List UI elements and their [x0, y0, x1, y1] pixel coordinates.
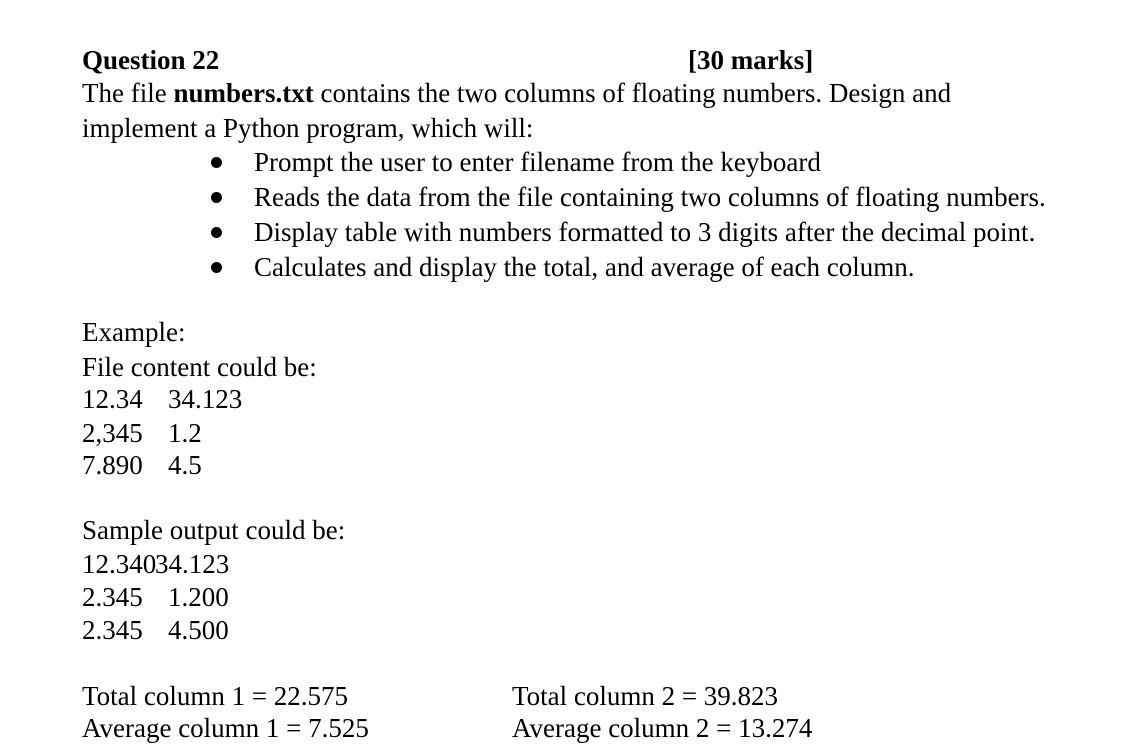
- example-label: Example:: [82, 317, 186, 347]
- bullet-icon: [211, 262, 222, 273]
- output-value-col1: 2.345: [82, 582, 143, 612]
- requirement-item: Display table with numbers formatted to 3 digits after the decimal point.: [254, 217, 1036, 247]
- output-value-col1: 12.340: [82, 549, 157, 579]
- output-value-col2: 1.200: [168, 582, 229, 612]
- output-value-col2: 34.123: [155, 549, 230, 579]
- file-value-col2: 1.2: [168, 418, 202, 448]
- intro-filename: numbers.txt: [173, 78, 314, 108]
- total-column-2: Total column 2 = 39.823: [512, 681, 779, 711]
- question-title: Question 22: [82, 45, 220, 75]
- file-value-col2: 4.5: [168, 450, 202, 480]
- intro-line-1: [82, 76, 951, 110]
- bullet-icon: [211, 192, 222, 203]
- requirement-item: Prompt the user to enter filename from the keyboard: [254, 147, 821, 177]
- bullet-icon: [211, 157, 222, 168]
- intro-text-end: contains the two columns of floating numbers. Design and: [313, 78, 952, 108]
- intro-line-2: implement a Python program, which will:: [82, 113, 534, 143]
- question-marks: [30 marks]: [688, 45, 814, 75]
- sample-output-label: Sample output could be:: [82, 515, 346, 545]
- output-value-col2: 4.500: [168, 615, 229, 645]
- file-value-col2: 34.123: [168, 384, 243, 414]
- total-column-1: Total column 1 = 22.575: [82, 681, 349, 711]
- file-value-col1: 12.34: [82, 384, 143, 414]
- intro-text-start: The file: [82, 78, 174, 108]
- requirement-item: Reads the data from the file containing two columns of floating numbers.: [254, 182, 1046, 212]
- requirement-item: Calculates and display the total, and average of each column.: [254, 252, 915, 282]
- file-value-col1: 7.890: [82, 450, 143, 480]
- bullet-icon: [211, 227, 222, 238]
- average-column-1: Average column 1 = 7.525: [82, 713, 369, 743]
- average-column-2: Average column 2 = 13.274: [512, 713, 813, 743]
- file-content-label: File content could be:: [82, 352, 317, 382]
- output-value-col1: 2.345: [82, 615, 143, 645]
- file-value-col1: 2,345: [82, 418, 143, 448]
